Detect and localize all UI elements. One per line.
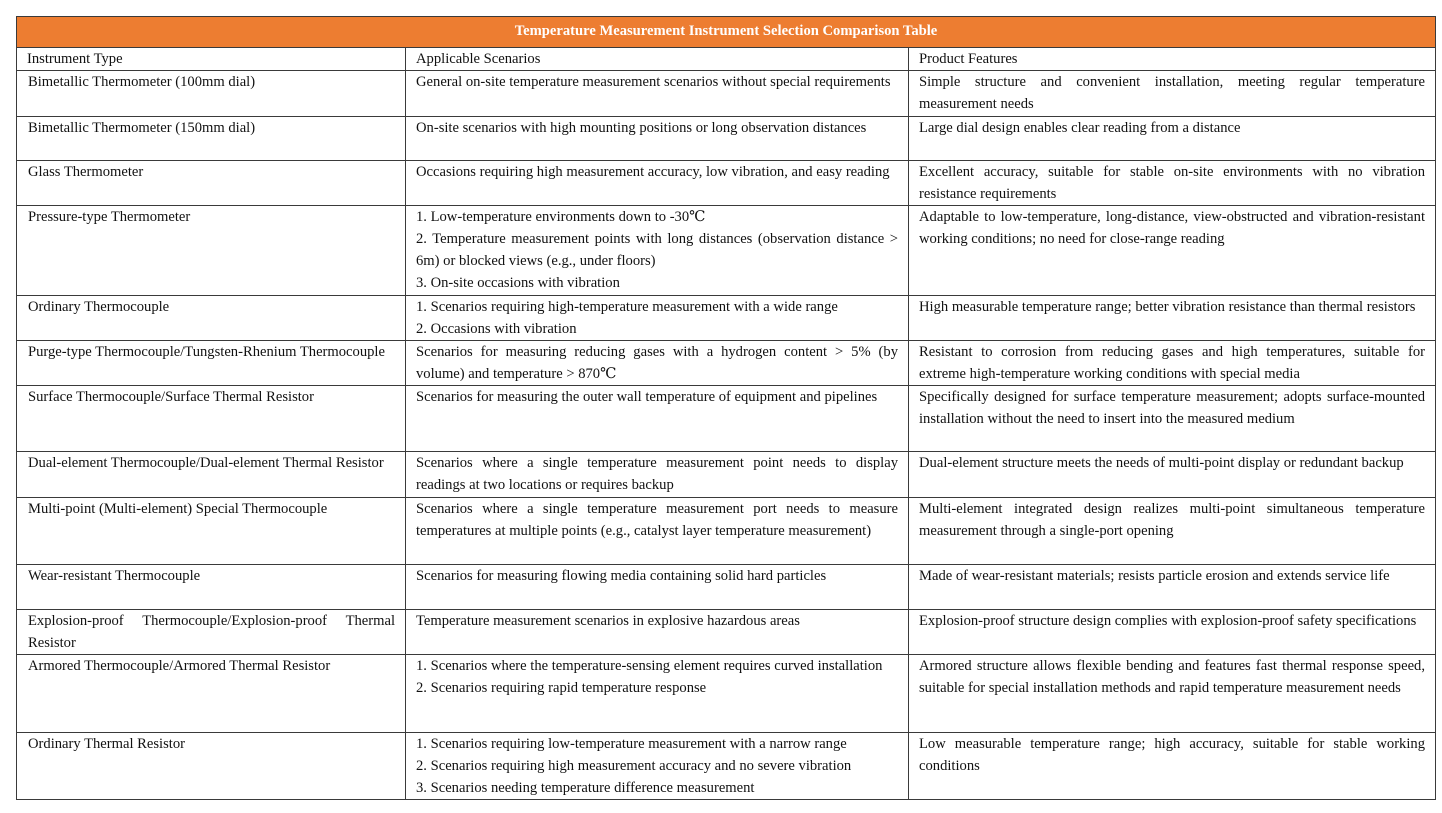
scenario-line: 2. Scenarios requiring high measurement accuracy and no severe vibration: [416, 758, 852, 774]
product-features-cell: Multi-element integrated design realizes multi-point simultaneous temperature measurement through a single-port opening: [909, 498, 1436, 565]
applicable-scenarios-cell: [406, 733, 909, 800]
instrument-type-cell: Armored Thermocouple/Armored Thermal Resistor: [17, 655, 406, 733]
table-row: [17, 452, 1436, 498]
instrument-type-cell: Bimetallic Thermometer (100mm dial): [17, 71, 406, 117]
scenario-line: 3. On-site occasions with vibration: [416, 275, 620, 291]
instrument-type-cell: Ordinary Thermocouple: [17, 296, 406, 341]
scenario-line: 1. Scenarios where the temperature-sensing element requires curved installation: [416, 658, 883, 674]
comparison-table: [16, 16, 1436, 800]
product-features-cell: Made of wear-resistant materials; resists particle erosion and extends service life: [909, 565, 1436, 610]
instrument-type-cell: Glass Thermometer: [17, 161, 406, 206]
scenario-line: 1. Scenarios requiring high-temperature measurement with a wide range: [416, 299, 838, 315]
applicable-scenarios-cell: [406, 296, 909, 341]
column-header-instrument-type: Instrument Type: [17, 48, 406, 71]
instrument-type-cell: Purge-type Thermocouple/Tungsten-Rhenium Thermocouple: [17, 341, 406, 386]
table-row: [17, 117, 1436, 161]
instrument-type-cell: Bimetallic Thermometer (150mm dial): [17, 117, 406, 161]
table-row: [17, 498, 1436, 565]
scenario-line: Temperature measurement scenarios in explosive hazardous areas: [416, 613, 800, 629]
scenario-line: 1. Scenarios requiring low-temperature measurement with a narrow range: [416, 736, 847, 752]
product-features-cell: Resistant to corrosion from reducing gases and high temperatures, suitable for extreme high-temperature working conditions with special media: [909, 341, 1436, 386]
applicable-scenarios-cell: [406, 71, 909, 117]
scenario-line: 2. Temperature measurement points with long distances (observation distance > 6m) or blocked views (e.g., under floors): [416, 231, 898, 269]
product-features-cell: Adaptable to low-temperature, long-distance, view-obstructed and vibration-resistant working conditions; no need for close-range reading: [909, 206, 1436, 296]
scenario-line: On-site scenarios with high mounting positions or long observation distances: [416, 120, 867, 136]
table-row: [17, 610, 1436, 655]
scenario-line: Scenarios where a single temperature measurement point needs to display readings at two locations or requires backup: [416, 455, 898, 493]
scenario-line: 1. Low-temperature environments down to -30℃: [416, 209, 706, 225]
instrument-type-cell: Wear-resistant Thermocouple: [17, 565, 406, 610]
table-row: [17, 386, 1436, 452]
instrument-type-cell: Ordinary Thermal Resistor: [17, 733, 406, 800]
instrument-type-cell: Dual-element Thermocouple/Dual-element Thermal Resistor: [17, 452, 406, 498]
table-header-row: [17, 48, 1436, 71]
scenario-line: Scenarios for measuring the outer wall temperature of equipment and pipelines: [416, 389, 878, 405]
table-body: [17, 71, 1436, 800]
scenario-line: Scenarios for measuring reducing gases with a hydrogen content > 5% (by volume) and temperature > 870℃: [416, 344, 898, 382]
applicable-scenarios-cell: [406, 117, 909, 161]
applicable-scenarios-cell: [406, 655, 909, 733]
instrument-type-cell: Pressure-type Thermometer: [17, 206, 406, 296]
table-row: [17, 341, 1436, 386]
instrument-type-cell: Multi-point (Multi-element) Special Thermocouple: [17, 498, 406, 565]
table-row: [17, 296, 1436, 341]
scenario-line: 2. Occasions with vibration: [416, 321, 577, 337]
table-title: Temperature Measurement Instrument Selection Comparison Table: [17, 17, 1436, 48]
product-features-cell: Dual-element structure meets the needs of multi-point display or redundant backup: [909, 452, 1436, 498]
product-features-cell: High measurable temperature range; better vibration resistance than thermal resistors: [909, 296, 1436, 341]
product-features-cell: Simple structure and convenient installation, meeting regular temperature measurement needs: [909, 71, 1436, 117]
product-features-cell: Low measurable temperature range; high accuracy, suitable for stable working conditions: [909, 733, 1436, 800]
product-features-cell: Specifically designed for surface temperature measurement; adopts surface-mounted installation without the need to insert into the measured medium: [909, 386, 1436, 452]
applicable-scenarios-cell: [406, 161, 909, 206]
product-features-cell: Armored structure allows flexible bending and features fast thermal response speed, suitable for special installation methods and rapid temperature measurement needs: [909, 655, 1436, 733]
applicable-scenarios-cell: [406, 498, 909, 565]
column-header-applicable-scenarios: Applicable Scenarios: [406, 48, 909, 71]
scenario-line: 2. Scenarios requiring rapid temperature response: [416, 680, 707, 696]
scenario-line: General on-site temperature measurement scenarios without special requirements: [416, 74, 891, 90]
product-features-cell: Excellent accuracy, suitable for stable on-site environments with no vibration resistance requirements: [909, 161, 1436, 206]
scenario-line: Occasions requiring high measurement accuracy, low vibration, and easy reading: [416, 164, 890, 180]
column-header-product-features: Product Features: [909, 48, 1436, 71]
instrument-type-cell: Explosion-proof Thermocouple/Explosion-proof Thermal Resistor: [17, 610, 406, 655]
applicable-scenarios-cell: [406, 610, 909, 655]
scenario-line: Scenarios for measuring flowing media containing solid hard particles: [416, 568, 827, 584]
scenario-line: Scenarios where a single temperature measurement port needs to measure temperatures at multiple points (e.g., catalyst layer temperature measurement): [416, 501, 898, 539]
table-title-row: [17, 17, 1436, 48]
table-row: [17, 655, 1436, 733]
table-row: [17, 161, 1436, 206]
applicable-scenarios-cell: [406, 565, 909, 610]
applicable-scenarios-cell: [406, 206, 909, 296]
table-row: [17, 733, 1436, 800]
applicable-scenarios-cell: [406, 386, 909, 452]
table-row: [17, 206, 1436, 296]
product-features-cell: Explosion-proof structure design complies with explosion-proof safety specifications: [909, 610, 1436, 655]
applicable-scenarios-cell: [406, 341, 909, 386]
applicable-scenarios-cell: [406, 452, 909, 498]
product-features-cell: Large dial design enables clear reading from a distance: [909, 117, 1436, 161]
table-row: [17, 71, 1436, 117]
instrument-type-cell: Surface Thermocouple/Surface Thermal Resistor: [17, 386, 406, 452]
table-row: [17, 565, 1436, 610]
scenario-line: 3. Scenarios needing temperature difference measurement: [416, 780, 755, 796]
